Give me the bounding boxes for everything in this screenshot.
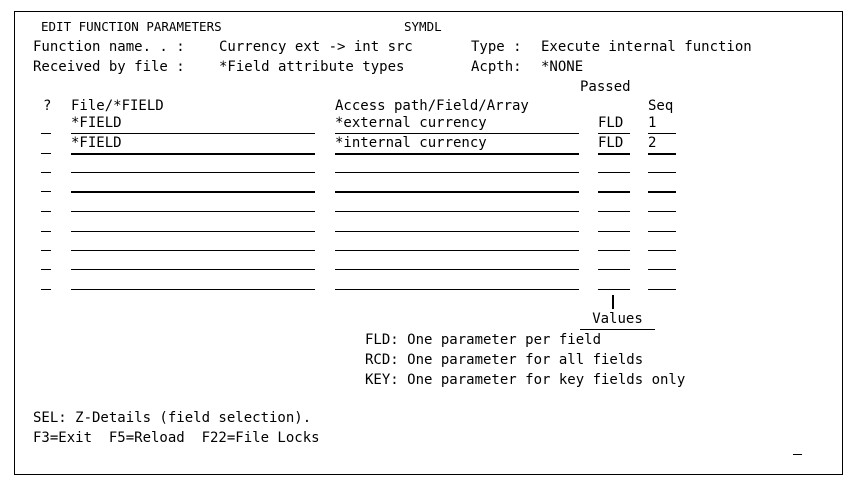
model-name: SYMDL (404, 19, 442, 34)
column-header-access-path: Access path/Field/Array (335, 98, 529, 114)
passed-field[interactable] (598, 154, 630, 173)
seq-field[interactable]: 2 (648, 135, 676, 155)
access-path-field[interactable]: *external currency (335, 115, 579, 134)
values-help-fld: FLD: One parameter per field (365, 332, 602, 348)
passed-field[interactable] (598, 251, 630, 270)
access-path-field[interactable]: *internal currency (335, 135, 579, 155)
file-field[interactable] (71, 251, 315, 270)
seq-field[interactable] (648, 193, 676, 212)
file-field[interactable] (71, 154, 315, 173)
access-path-field[interactable] (335, 154, 579, 173)
row-select-field[interactable] (41, 213, 51, 232)
file-field[interactable] (71, 213, 315, 232)
values-help-key: KEY: One parameter for key fields only (365, 372, 686, 388)
function-name-value: Currency ext -> int src (219, 39, 413, 55)
column-header-sel: ? (43, 98, 52, 114)
file-field[interactable] (71, 173, 315, 193)
seq-field[interactable] (648, 251, 676, 270)
passed-field[interactable] (598, 213, 630, 232)
column-header-passed: Passed (580, 79, 631, 95)
row-select-field[interactable] (41, 193, 51, 212)
row-select-field[interactable] (41, 115, 51, 134)
terminal-screen (14, 11, 843, 475)
seq-field[interactable]: 1 (648, 115, 676, 134)
seq-field[interactable] (648, 213, 676, 232)
row-select-field[interactable] (41, 173, 51, 192)
received-by-file-label: Received by file : (33, 59, 194, 75)
acpth-value: *NONE (541, 59, 584, 75)
row-select-field[interactable] (41, 135, 51, 154)
row-select-field[interactable] (41, 232, 51, 251)
file-field[interactable] (71, 193, 315, 212)
passed-field[interactable] (598, 173, 630, 193)
seq-field[interactable] (648, 154, 676, 173)
passed-field[interactable] (598, 232, 630, 251)
file-field[interactable]: *FIELD (71, 135, 315, 155)
column-header-seq: Seq (648, 98, 674, 114)
acpth-label: Acpth: (471, 59, 531, 75)
values-pointer-line (612, 295, 614, 309)
seq-field[interactable] (648, 173, 676, 193)
selection-help: SEL: Z-Details (field selection). (33, 410, 312, 426)
row-select-field[interactable] (41, 154, 51, 173)
file-field[interactable]: *FIELD (71, 115, 315, 134)
access-path-field[interactable] (335, 213, 579, 232)
screen-title: EDIT FUNCTION PARAMETERS (41, 19, 222, 34)
access-path-field[interactable] (335, 173, 579, 193)
values-title: Values (580, 311, 655, 330)
passed-field[interactable]: FLD (598, 115, 630, 134)
passed-field[interactable] (598, 271, 630, 290)
type-label: Type : (471, 39, 531, 55)
access-path-field[interactable] (335, 232, 579, 251)
values-help-rcd: RCD: One parameter for all fields (365, 352, 644, 368)
function-name-label: Function name. . : (33, 39, 194, 55)
passed-field[interactable]: FLD (598, 135, 630, 155)
cursor (793, 454, 802, 455)
column-header-file: File/*FIELD (71, 98, 164, 114)
file-field[interactable] (71, 271, 315, 290)
seq-field[interactable] (648, 232, 676, 251)
access-path-field[interactable] (335, 193, 579, 212)
row-select-field[interactable] (41, 251, 51, 270)
row-select-field[interactable] (41, 271, 51, 290)
type-value: Execute internal function (541, 39, 752, 55)
file-field[interactable] (71, 232, 315, 251)
received-by-file-value: *Field attribute types (219, 59, 405, 75)
seq-field[interactable] (648, 271, 676, 290)
access-path-field[interactable] (335, 251, 579, 270)
access-path-field[interactable] (335, 271, 579, 290)
passed-field[interactable] (598, 193, 630, 212)
function-keys: F3=Exit F5=Reload F22=File Locks (33, 430, 320, 446)
